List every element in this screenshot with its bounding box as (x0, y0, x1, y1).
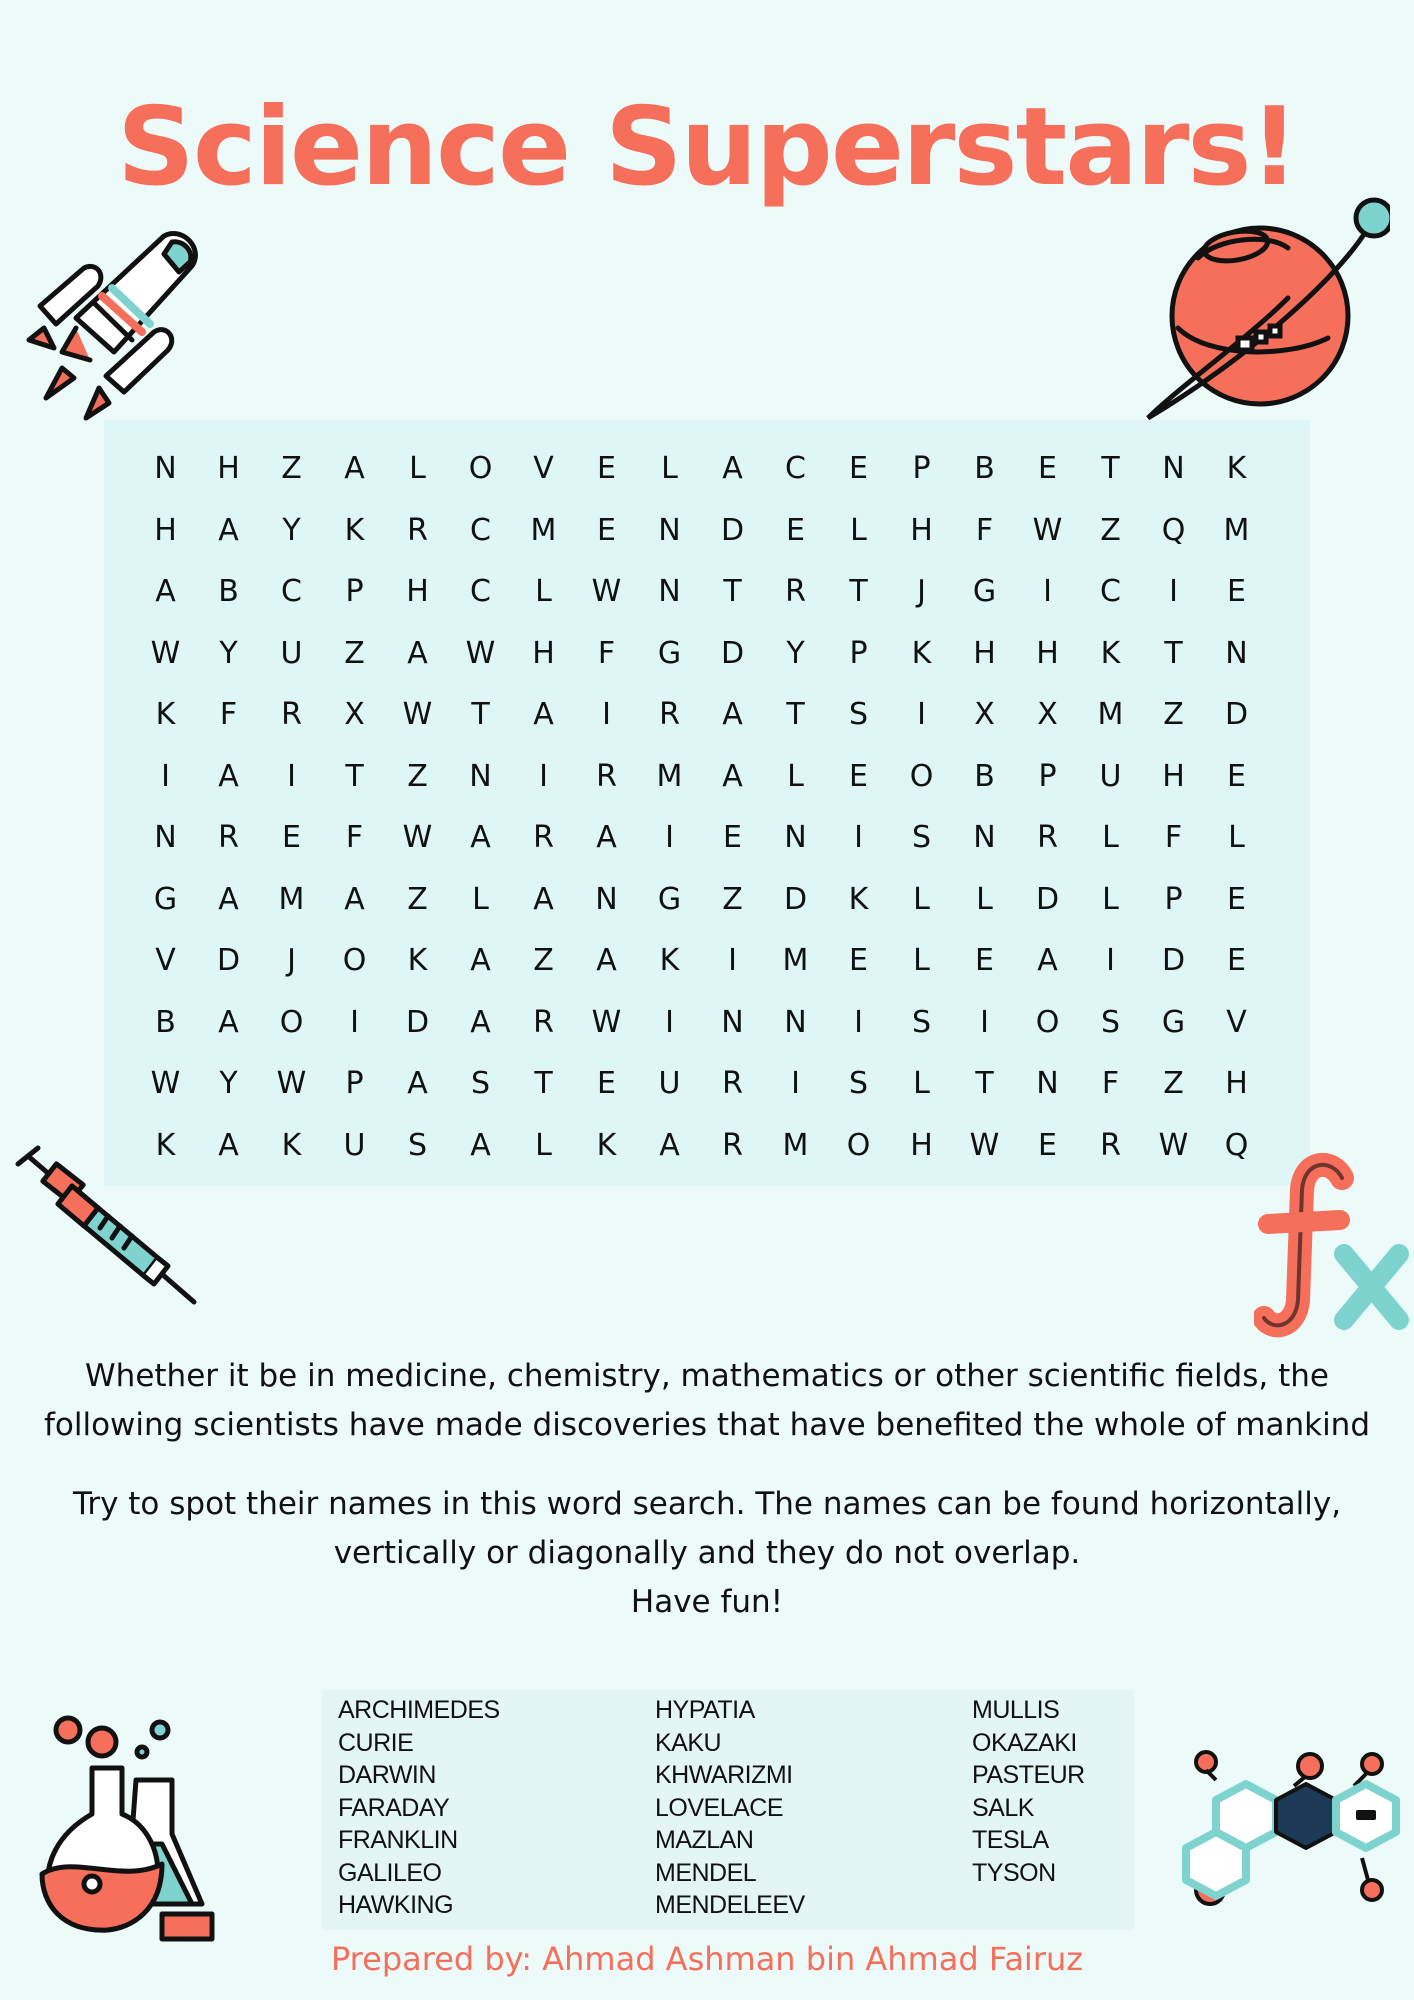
grid-letter: Q (1161, 512, 1186, 548)
grid-letter: C (1100, 574, 1121, 609)
grid-letter: Z (722, 881, 743, 917)
grid-letter: E (1038, 1127, 1057, 1163)
grid-letter: E (1227, 881, 1246, 917)
grid-letter: Y (219, 635, 238, 671)
word-search-grid (134, 438, 1268, 1176)
grid-letter: A (407, 635, 428, 671)
grid-letter: A (596, 820, 617, 855)
grid-letter: Z (1100, 512, 1121, 548)
grid-letter: L (1102, 881, 1119, 917)
word-list-item: TESLA (972, 1826, 1049, 1854)
grid-letter: M (782, 943, 809, 978)
grid-letter: K (1100, 635, 1121, 671)
grid-letter: P (912, 451, 931, 486)
grid-letter: A (596, 943, 617, 978)
molecule-icon (1176, 1740, 1412, 1916)
grid-letter: I (350, 1004, 359, 1040)
grid-letter: W (276, 1066, 307, 1101)
grid-letter: N (154, 820, 177, 855)
grid-letter: L (787, 758, 804, 794)
fx-function-icon (1254, 1150, 1414, 1340)
grid-letter: W (402, 697, 433, 732)
grid-letter: L (409, 451, 426, 486)
grid-letter: H (406, 574, 429, 609)
grid-letter: D (1035, 881, 1060, 917)
grid-letter: E (1227, 943, 1246, 978)
grid-letter: M (656, 758, 683, 794)
grid-letter: I (665, 820, 674, 855)
grid-letter: H (1225, 1066, 1248, 1101)
grid-letter: F (345, 820, 364, 855)
grid-letter: C (785, 451, 806, 486)
grid-letter: U (343, 1127, 366, 1163)
grid-letter: P (345, 574, 364, 609)
word-list-item: KHWARIZMI (655, 1761, 793, 1789)
grid-letter: K (848, 881, 869, 917)
grid-letter: B (974, 758, 995, 794)
grid-letter: M (1097, 697, 1124, 732)
word-list-item: GALILEO (338, 1858, 442, 1887)
grid-letter: C (281, 574, 302, 609)
grid-letter: E (1038, 451, 1057, 486)
grid-letter: I (854, 820, 863, 855)
word-list-item: MULLIS (972, 1696, 1060, 1724)
grid-letter: Z (1163, 1066, 1184, 1101)
grid-letter: I (602, 697, 611, 732)
grid-letter: H (910, 1127, 933, 1163)
grid-letter: E (723, 820, 742, 855)
grid-letter: K (155, 697, 176, 732)
grid-letter: F (1101, 1066, 1120, 1101)
grid-letter: R (659, 697, 680, 732)
word-list-item: ARCHIMEDES (338, 1696, 500, 1724)
grid-letter: R (533, 820, 554, 855)
grid-letter: T (1101, 451, 1120, 486)
grid-letter: O (279, 1004, 304, 1040)
grid-letter: E (1227, 574, 1246, 609)
grid-letter: E (282, 820, 301, 855)
word-list-item: KAKU (655, 1728, 722, 1757)
grid-letter: H (973, 635, 996, 671)
grid-letter: A (218, 758, 239, 794)
word-list-item: MAZLAN (655, 1826, 754, 1854)
grid-letter: N (658, 512, 681, 548)
word-list-item: HAWKING (338, 1891, 454, 1919)
grid-letter: N (154, 451, 177, 486)
grid-letter: D (720, 512, 745, 548)
grid-letter: H (1036, 635, 1059, 671)
grid-letter: A (344, 881, 365, 917)
grid-letter: N (784, 1004, 807, 1040)
grid-letter: O (1035, 1004, 1060, 1040)
grid-letter: X (344, 697, 365, 732)
grid-letter: H (910, 512, 933, 548)
grid-letter: W (1032, 512, 1063, 548)
grid-letter: A (533, 881, 554, 917)
grid-letter: A (470, 943, 491, 978)
have-fun-text: Have fun! (630, 1584, 784, 1620)
grid-letter: E (597, 512, 616, 548)
grid-letter: S (1100, 1004, 1121, 1040)
planet-icon (1138, 188, 1390, 426)
grid-letter: W (591, 574, 622, 609)
grid-letter: L (976, 881, 993, 917)
grid-letter: U (1099, 758, 1122, 794)
grid-letter: Y (786, 635, 805, 671)
grid-letter: A (155, 574, 176, 609)
grid-letter: G (657, 635, 682, 671)
grid-letter: J (287, 943, 296, 978)
grid-letter: Z (1163, 697, 1184, 732)
grid-letter: A (218, 512, 239, 548)
grid-letter: E (849, 758, 868, 794)
grid-letter: B (974, 451, 995, 486)
grid-letter: R (218, 820, 239, 855)
grid-letter: I (161, 758, 170, 794)
grid-letter: P (1164, 881, 1183, 917)
grid-letter: T (1164, 635, 1183, 671)
grid-letter: W (150, 1066, 181, 1101)
grid-letter: I (980, 1004, 989, 1040)
grid-letter: S (911, 820, 932, 855)
grid-letter: L (913, 1066, 930, 1101)
page-title: Science Superstars! (117, 85, 1297, 210)
grid-letter: R (533, 1004, 554, 1040)
grid-letter: O (342, 943, 367, 978)
grid-letter: W (465, 635, 496, 671)
grid-letter: A (1037, 943, 1058, 978)
grid-letter: V (1226, 1004, 1247, 1040)
grid-letter: A (722, 697, 743, 732)
grid-letter: T (471, 697, 490, 732)
word-list-item: OKAZAKI (972, 1728, 1077, 1757)
grid-letter: M (1223, 512, 1250, 548)
grid-letter: T (849, 574, 868, 609)
grid-letter: N (658, 574, 681, 609)
grid-letter: L (913, 881, 930, 917)
grid-letter: A (470, 1127, 491, 1163)
grid-letter: G (657, 881, 682, 917)
word-list-item: TYSON (972, 1858, 1056, 1887)
grid-letter: C (470, 512, 491, 548)
grid-letter: R (407, 512, 428, 548)
grid-letter: N (595, 881, 618, 917)
grid-letter: L (1102, 820, 1119, 855)
grid-letter: H (532, 635, 555, 671)
grid-letter: C (470, 574, 491, 609)
grid-letter: K (281, 1127, 302, 1163)
grid-letter: E (597, 1066, 616, 1101)
grid-letter: N (469, 758, 492, 794)
grid-letter: A (218, 1127, 239, 1163)
flask-icon (12, 1714, 222, 1944)
grid-letter: I (1043, 574, 1052, 609)
grid-letter: K (407, 943, 428, 978)
grid-letter: K (596, 1127, 617, 1163)
grid-letter: I (728, 943, 737, 978)
grid-letter: D (216, 943, 241, 978)
grid-letter: A (722, 451, 743, 486)
word-list-column (972, 1694, 1138, 1922)
grid-letter: K (911, 635, 932, 671)
grid-letter: E (786, 512, 805, 548)
word-list-item: MENDEL (655, 1858, 757, 1887)
grid-letter: S (470, 1066, 491, 1101)
grid-letter: A (722, 758, 743, 794)
grid-letter: K (659, 943, 680, 978)
grid-letter: M (278, 881, 305, 917)
grid-letter: U (280, 635, 303, 671)
grid-letter: A (659, 1127, 680, 1163)
word-list (338, 1694, 1138, 1922)
intro-paragraph: Whether it be in medicine, chemistry, mathematics or other scientific fields, the following scientists have made discoveries that have benefited the whole of mankind (43, 1358, 1371, 1443)
grid-letter: F (597, 635, 616, 671)
grid-letter: R (1100, 1127, 1121, 1163)
grid-letter: R (785, 574, 806, 609)
grid-letter: W (402, 820, 433, 855)
grid-letter: N (1225, 635, 1248, 671)
grid-letter: D (783, 881, 808, 917)
grid-letter: D (720, 635, 745, 671)
credit-text: Prepared by: Ahmad Ashman bin Ahmad Fairuz (330, 1940, 1084, 1978)
grid-letter: E (597, 451, 616, 486)
word-list-item: HYPATIA (655, 1696, 755, 1724)
grid-letter: A (533, 697, 554, 732)
grid-letter: I (539, 758, 548, 794)
grid-letter: E (975, 943, 994, 978)
grid-letter: Z (281, 451, 302, 486)
word-list-item: PASTEUR (972, 1761, 1085, 1789)
rocket-icon (14, 228, 214, 428)
grid-letter: P (345, 1066, 364, 1101)
grid-letter: A (218, 1004, 239, 1040)
grid-letter: A (470, 820, 491, 855)
grid-letter: I (854, 1004, 863, 1040)
grid-letter: K (1226, 451, 1247, 486)
grid-letter: F (1164, 820, 1183, 855)
grid-letter: A (344, 451, 365, 486)
grid-letter: O (909, 758, 934, 794)
grid-letter: A (407, 1066, 428, 1101)
grid-letter: X (1037, 697, 1058, 732)
grid-letter: Z (533, 943, 554, 978)
grid-letter: E (849, 451, 868, 486)
grid-letter: T (975, 1066, 994, 1101)
grid-letter: A (218, 881, 239, 917)
grid-letter: A (470, 1004, 491, 1040)
grid-letter: H (154, 512, 177, 548)
grid-letter: T (723, 574, 742, 609)
grid-letter: U (658, 1066, 681, 1101)
grid-letter: X (974, 697, 995, 732)
grid-letter: Z (407, 758, 428, 794)
grid-letter: L (913, 943, 930, 978)
grid-letter: G (153, 881, 178, 917)
grid-letter: B (218, 574, 239, 609)
word-list-item: FRANKLIN (338, 1826, 458, 1854)
grid-letter: S (848, 697, 869, 732)
grid-letter: N (721, 1004, 744, 1040)
grid-letter: N (1036, 1066, 1059, 1101)
grid-letter: D (1224, 697, 1249, 732)
grid-letter: L (535, 1127, 552, 1163)
grid-letter: E (1227, 758, 1246, 794)
grid-letter: I (665, 1004, 674, 1040)
grid-letter: K (155, 1127, 176, 1163)
grid-letter: P (1038, 758, 1057, 794)
grid-letter: G (972, 574, 997, 609)
syringe-icon (8, 1142, 198, 1312)
grid-letter: I (1169, 574, 1178, 609)
grid-letter: D (1161, 943, 1186, 978)
grid-letter: T (345, 758, 364, 794)
instructions-paragraph: Try to spot their names in this word search. The names can be found horizontally, vertically or diagonally and they do not overlap. (72, 1486, 1342, 1571)
instructions (20, 1352, 1394, 1627)
word-list-item: CURIE (338, 1728, 414, 1757)
grid-letter: F (219, 697, 238, 732)
grid-letter: Y (282, 512, 301, 548)
grid-letter: W (969, 1127, 1000, 1163)
grid-letter: S (407, 1127, 428, 1163)
word-list-item: DARWIN (338, 1761, 436, 1789)
grid-letter: O (846, 1127, 871, 1163)
grid-letter: L (850, 512, 867, 548)
grid-letter: R (281, 697, 302, 732)
grid-letter: W (150, 635, 181, 671)
grid-letter: K (344, 512, 365, 548)
word-list-item: MENDELEEV (655, 1891, 805, 1919)
grid-letter: R (596, 758, 617, 794)
grid-letter: L (535, 574, 552, 609)
grid-letter: L (472, 881, 489, 917)
grid-letter: R (1037, 820, 1058, 855)
grid-letter: H (1162, 758, 1185, 794)
grid-letter: M (530, 512, 557, 548)
grid-letter: Y (219, 1066, 238, 1101)
grid-letter: R (722, 1127, 743, 1163)
grid-letter: T (534, 1066, 553, 1101)
grid-letter: G (1161, 1004, 1186, 1040)
grid-letter: D (405, 1004, 430, 1040)
grid-letter: I (287, 758, 296, 794)
grid-letter: S (911, 1004, 932, 1040)
grid-letter: O (468, 451, 493, 486)
grid-letter: I (917, 697, 926, 732)
grid-letter: V (533, 451, 554, 486)
grid-letter: L (661, 451, 678, 486)
grid-letter: I (791, 1066, 800, 1101)
grid-letter: R (722, 1066, 743, 1101)
word-list-item: LOVELACE (655, 1793, 784, 1822)
word-list-column (338, 1694, 655, 1922)
grid-letter: N (973, 820, 996, 855)
grid-letter: Z (407, 881, 428, 917)
grid-letter: B (155, 1004, 176, 1040)
grid-letter: N (1162, 451, 1185, 486)
grid-letter: M (782, 1127, 809, 1163)
grid-letter: N (784, 820, 807, 855)
word-list-item: SALK (972, 1793, 1034, 1822)
grid-letter: T (786, 697, 805, 732)
grid-letter: V (155, 943, 176, 978)
grid-letter: H (217, 451, 240, 486)
grid-letter: E (849, 943, 868, 978)
grid-letter: Z (344, 635, 365, 671)
grid-letter: W (591, 1004, 622, 1040)
grid-letter: Q (1224, 1127, 1249, 1163)
grid-letter: W (1158, 1127, 1189, 1163)
grid-letter: L (1228, 820, 1245, 855)
grid-letter: F (975, 512, 994, 548)
grid-letter: S (848, 1066, 869, 1101)
grid-letter: P (849, 635, 868, 671)
grid-letter: J (917, 574, 926, 609)
grid-letter: I (1106, 943, 1115, 978)
word-list-item: FARADAY (338, 1793, 450, 1822)
word-list-column (655, 1694, 972, 1922)
